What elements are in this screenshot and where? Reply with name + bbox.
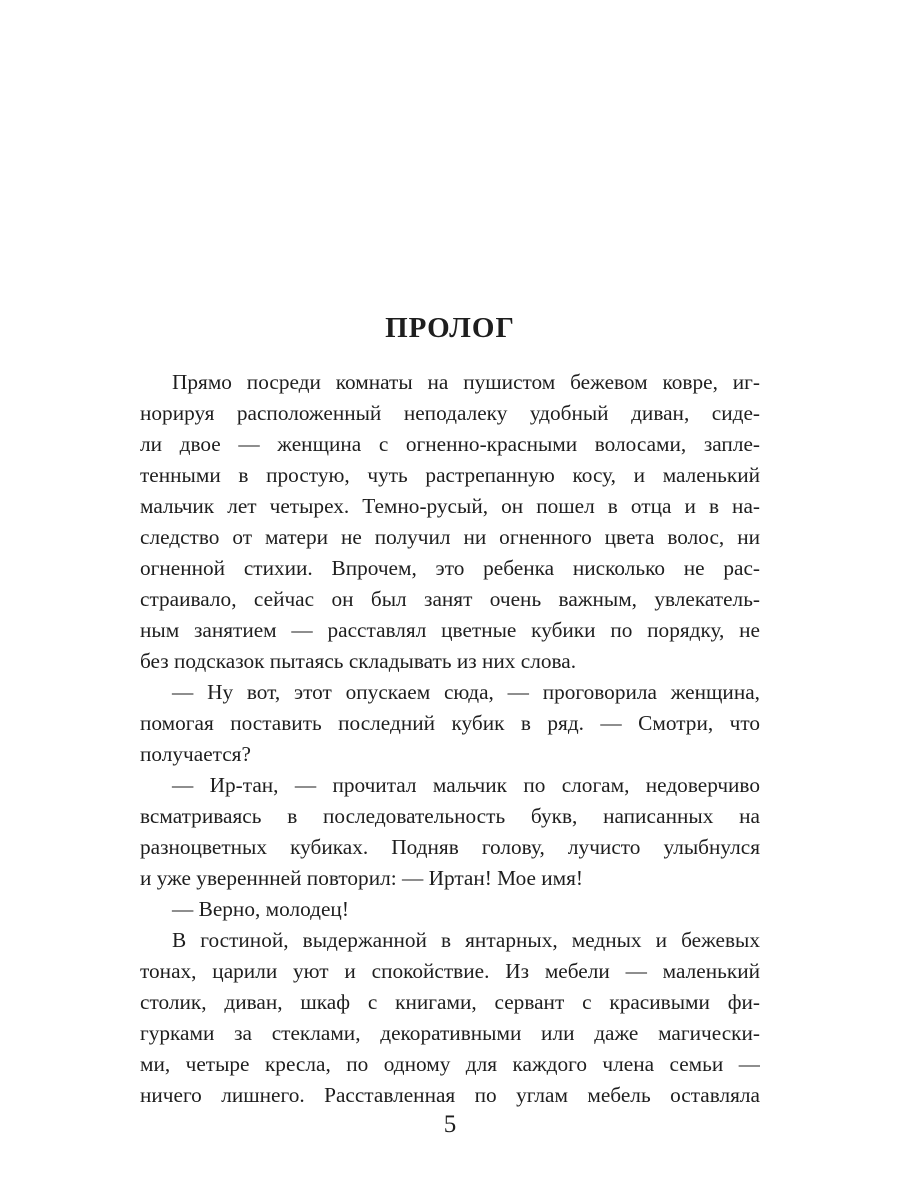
text-line: Прямо посреди комнаты на пушистом бежевом ковре, иг- (172, 370, 760, 394)
body-text (140, 367, 760, 1111)
text-line: и уже увереннней повторил: — Иртан! Мое имя! (140, 866, 584, 890)
text-line: столик, диван, шкаф с книгами, сервант с красивыми фи- (140, 990, 760, 1014)
text-line: — Ир-тан, — прочитал мальчик по слогам, недоверчиво (172, 773, 760, 797)
text-line: ми, четыре кресла, по одному для каждого члена семьи — (140, 1052, 760, 1076)
text-line: В гостиной, выдержанной в янтарных, медных и бежевых (172, 928, 760, 952)
text-line: огненной стихии. Впрочем, это ребенка нисколько не рас- (140, 556, 760, 580)
text-line: следство от матери не получил ни огненного цвета волос, ни (140, 525, 760, 549)
text-line: гурками за стеклами, декоративными или даже магически- (140, 1021, 760, 1045)
text-line: ным занятием — расставлял цветные кубики по порядку, не (140, 618, 760, 642)
text-line: тонах, царили уют и спокойствие. Из мебели — маленький (140, 959, 760, 983)
text-line: тенными в простую, чуть растрепанную косу, и маленький (140, 463, 760, 487)
text-line: норируя расположенный неподалеку удобный диван, сиде- (140, 401, 760, 425)
text-line: разноцветных кубиках. Подняв голову, лучисто улыбнулся (140, 835, 760, 859)
text-line: мальчик лет четырех. Темно-русый, он пошел в отца и в на- (140, 494, 760, 518)
text-line: всматриваясь в последовательность букв, написанных на (140, 804, 760, 828)
text-line: ничего лишнего. Расставленная по углам мебель оставляла (140, 1083, 760, 1107)
text-line: получается? (140, 742, 251, 766)
text-line: — Ну вот, этот опускаем сюда, — проговорила женщина, (172, 680, 760, 704)
page-number: 5 (443, 1111, 457, 1138)
text-line: страивало, сейчас он был занят очень важным, увлекатель- (140, 587, 760, 611)
chapter-title: ПРОЛОГ (385, 312, 515, 344)
text-line: ли двое — женщина с огненно-красными волосами, запле- (140, 432, 760, 456)
text-line: без подсказок пытаясь складывать из них слова. (140, 649, 577, 673)
text-line: помогая поставить последний кубик в ряд. — Смотри, что (140, 711, 760, 735)
text-line: — Верно, молодец! (172, 897, 349, 921)
